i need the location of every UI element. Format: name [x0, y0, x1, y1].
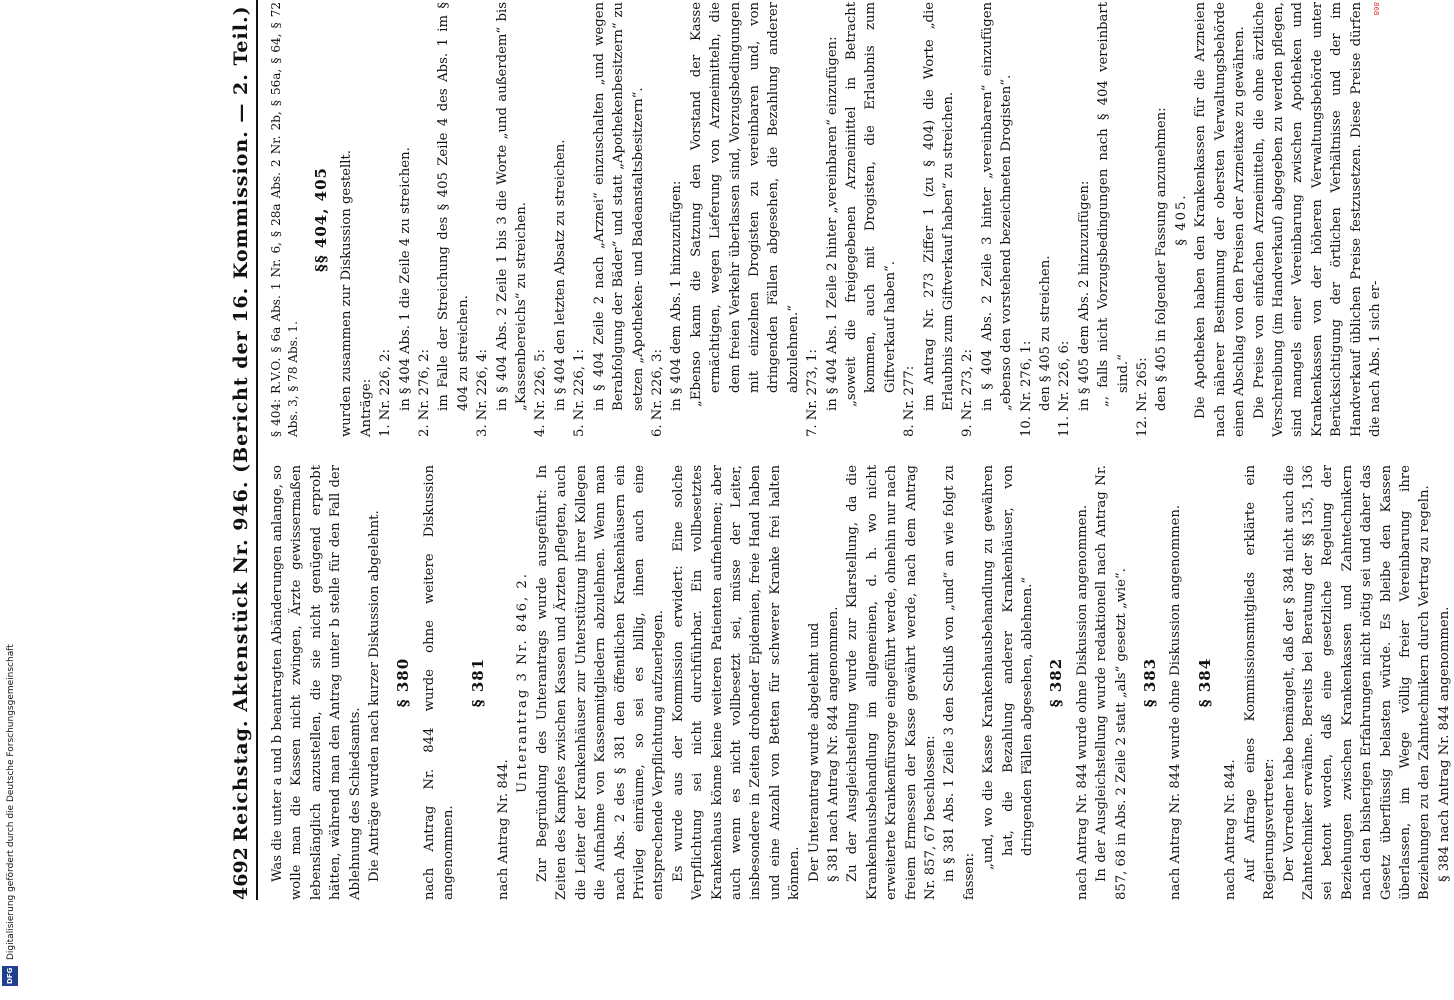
section-heading: § 384	[1195, 657, 1214, 708]
paragraph: Zu der Ausgleichstellung wurde zur Klarstellung, da die Krankenhausbehandlung im allgemeinen, d. h. wo nicht erweiterte Krankenfürsorge eingeführt werde, ohnehin nur nach freiem Ermessen der Kasse gewährt werde, nach dem Antrag Nr. 857, 67 beschlossen:	[845, 465, 938, 900]
paragraph: in § 381 Abs. 1 Zeile 3 den Schluß von „und“ an wie folgt zu fassen:	[942, 465, 977, 900]
motion-item: 6. Nr. 226, 3:	[649, 349, 665, 437]
section-heading: § 380	[394, 657, 413, 708]
left-margin-strip	[0, 0, 22, 1000]
paragraph: Es wurde aus der Kommission erwidert: Eine solche Verpflichtung sei nicht durchführbar. Ein vollbesetztes Krankenhaus könne keine weiteren Patienten aufnehmen; aber auch wenn es nicht vollbesetzt sei, müsse der Leiter, insbesondere in Zeiten drohender Epidemien, freie Hand haben und eine Anzahl von Betten für schwerer Kranke frei halten können.	[670, 465, 803, 900]
scanned-page	[224, 0, 1452, 900]
motion-item: 11. Nr. 226, 6:	[1057, 340, 1073, 437]
motion-item: 2. Nr. 276, 2:	[417, 349, 433, 437]
paragraph: Zur Begründung des Unterantrags wurde ausgeführt: In Zeiten des Kampfes zwischen Kassen und Ärzten pflegten, auch die Leiter der Krankenhäuser zur Unterstützung ihrer Kollegen die Aufnahme von Kassenmitgliedern abzulehnen. Wenn man nach Abs. 2 des § 381 den öffentlichen Krankenhäusern ein Privileg einräume, so sei es billig, ihnen auch eine entsprechende Verpflichtung aufzuerlegen.	[534, 465, 667, 900]
motion-text: in § 404 den letzten Absatz zu streichen.	[552, 139, 568, 411]
paragraph: § 381 nach Antrag Nr. 844 angenommen.	[825, 606, 841, 882]
page-header	[224, 0, 258, 900]
reference-note: § 404: R.V.O. § 6a Abs. 1 Nr. 6, § 28a Abs. 2 Nr. 2b, § 56a, § 64, § 72 Abs. 3, § 78 Abs. 1.	[269, 2, 300, 437]
quoted-text: „soweit die freigegebenen Arzneimittel in Betracht kommen, auch mit Drogisten, die Erlaubnis zum Giftverkauf haben“.	[843, 2, 898, 407]
motion-text: in § 404 Abs. 2 Zeile 3 hinter „vereinbaren“ einzufügen „ebenso den vorstehend bezeichneten Drogisten“.	[979, 2, 1015, 411]
left-column	[268, 465, 1452, 900]
paragraph: Der Vorredner habe bemängelt, daß der § 384 nicht auch die Zahntechniker erwähne. Bereits bei Beratung der §§ 135, 136 sei betont worden, daß eine gesetzliche Regelung der Beziehungen zwischen Krankenkassen und Zahntechnikern nach den bisherigen Erfahrungen nicht nötig sei und daher das Gesetz überflüssig belasten würde. Es bleibe den Kassen überlassen, im Wege völlig freier Vereinbarung ihre Beziehungen zu den Zahntechnikern durch Vertrag zu regeln.	[1281, 465, 1433, 900]
funding-note: Digitalisierung gefördert durch die Deutsche Forschungsgemeinschaft	[6, 644, 16, 960]
motion-item: 4. Nr. 226, 5:	[533, 349, 549, 437]
motion-text: in § 405 dem Abs. 2 hinzuzufügen:	[1076, 180, 1092, 411]
paragraph: wurden zusammen zur Diskussion gestellt.	[339, 150, 355, 437]
motion-item: 7. Nr. 273, 1:	[805, 349, 821, 437]
motion-text: den § 405 zu streichen.	[1038, 255, 1054, 411]
paragraph: nach Antrag Nr. 844.	[1223, 759, 1239, 900]
section-heading: § 381	[468, 657, 487, 708]
section-heading: § 382	[1047, 657, 1066, 708]
motion-item: 8. Nr. 277:	[902, 365, 918, 437]
corner-mark: 868	[1372, 2, 1380, 16]
paragraph: nach Antrag Nr. 844.	[496, 759, 512, 900]
paragraph: Die Anträge wurden nach kurzer Diskussion abgelehnt.	[367, 510, 383, 882]
motion-item: 3. Nr. 226, 4:	[475, 349, 491, 437]
motion-text: in § 404 Abs. 1 die Zeile 4 zu streichen.	[397, 147, 413, 411]
quoted-text: „, falls nicht Vorzugsbedingungen nach § 404 vereinbart sind.“	[1096, 2, 1131, 407]
paragraph: Der Unterantrag wurde abgelehnt und	[806, 622, 822, 882]
paragraph: § 384 nach Antrag Nr. 844 angenommen.	[1436, 606, 1452, 882]
paragraph: Die Preise von einfachen Arzneimitteln, die ohne ärztliche Verschreibung (im Handverkauf) abgegeben zu werden pflegen, sind mangels einer Vereinbarung zwischen Apotheken und Krankenkassen von der höheren Verwaltungsbehörde unter Berücksichtigung der örtlichen Verhältnisse und der im Handverkauf üblichen Preise festzusetzen. Diese Preise dürfen die nach Abs. 1 sich er-	[1251, 2, 1383, 437]
section-heading: §§ 404, 405	[312, 167, 330, 272]
motion-text: in § 404 dem Abs. 1 hinzuzufügen:	[669, 180, 685, 411]
quoted-text: „und, wo die Kasse Krankenhausbehandlung zu gewähren hat, die Bezahlung anderer Krankenhäuser, von dringenden Fällen abgesehen, ablehnen.“	[981, 465, 1036, 870]
paragraph: Was die unter a und b beantragten Abänderungen anlange, so wolle man die Kassen nicht zwingen, Ärzte gewissermaßen lebenslänglich anzustellen, die sie nicht genügend erprobt hätten, während man den Antrag unter b stelle für den Fall der Ablehnung des Schiedsamts.	[270, 465, 363, 900]
motion-item: 9. Nr. 273, 2:	[960, 349, 976, 437]
paragraph: nach Antrag Nr. 844 wurde ohne Diskussion angenommen.	[1074, 504, 1090, 900]
motion-item: 1. Nr. 226, 2:	[378, 349, 394, 437]
motion-text: in § 404 Abs. 2 Zeile 1 bis 3 die Worte „und außerdem“ bis „Kassenbereichs“ zu streichen.	[494, 2, 530, 411]
dfg-logo: DFG	[2, 966, 18, 986]
motion-text: im Antrag Nr. 273 Ziffer 1 (zu § 404) die Worte „die Erlaubnis zum Giftverkauf haben“ zu streichen.	[921, 2, 956, 411]
paragraph: Anträge:	[358, 378, 374, 437]
motion-text: in § 404 Abs. 1 Zeile 2 hinter „vereinbaren“ einzufügen:	[824, 36, 840, 411]
paragraph: Die Apotheken haben den Krankenkassen für die Arzneien nach näherer Bestimmung der obersten Verwaltungsbehörde einen Abschlag von den Preisen der Arzneitaxe zu gewähren.	[1193, 2, 1248, 437]
page-number: 4692	[230, 847, 252, 900]
paragraph: nach Antrag Nr. 844 wurde ohne weitere Diskussion angenommen.	[421, 465, 457, 900]
motion-text: in § 404 Zeile 2 nach „Arznei“ einzuschalten „und wegen Berabfolgung der Bäder“ und statt „Apothekenbesitzern“ zu setzen „Apotheken- und Badeanstaltsbesitzern“.	[591, 2, 646, 411]
centered-line: Unterantrag 3 Nr. 846, 2.	[515, 572, 531, 793]
paragraph: Auf Anfrage eines Kommissionsmitglieds erklärte ein Regierungsvertreter:	[1242, 465, 1278, 900]
section-heading: § 383	[1141, 657, 1160, 708]
motion-text: den § 405 in folgender Fassung anzunehmen:	[1154, 107, 1170, 411]
quoted-text: „Ebenso kann die Satzung den Vorstand der Kasse ermächtigen, wegen Lieferung von Arzneimitteln, die dem freien Verkehr überlassen sind, Vorzugsbedingungen mit einzelnen Drogisten zu vereinbaren und, von dringenden Fällen abgesehen, die Bezahlung anderer abzulehnen.“	[688, 2, 801, 407]
centered-line: § 405.	[1173, 193, 1189, 246]
motion-item: 12. Nr. 265:	[1135, 357, 1151, 437]
paragraph: nach Antrag Nr. 844 wurde ohne Diskussion angenommen.	[1168, 504, 1184, 900]
page-title: Reichstag. Aktenstück Nr. 946. (Bericht der 16. Kommission. — 2. Teil.)	[230, 5, 252, 842]
motion-item: 5. Nr. 226, 1:	[572, 349, 588, 437]
page-content	[224, 0, 1452, 900]
motion-text: im Falle der Streichung des § 405 Zeile 4 des Abs. 1 im § 404 zu streichen.	[436, 2, 471, 411]
paragraph: In der Ausgleichstellung wurde redaktionell nach Antrag Nr. 857, 68 in Abs. 2 Zeile 2 statt „als“ gesetzt „wie“.	[1094, 465, 1129, 900]
right-column	[268, 2, 1408, 437]
motion-item: 10. Nr. 276, 1:	[1018, 340, 1034, 437]
